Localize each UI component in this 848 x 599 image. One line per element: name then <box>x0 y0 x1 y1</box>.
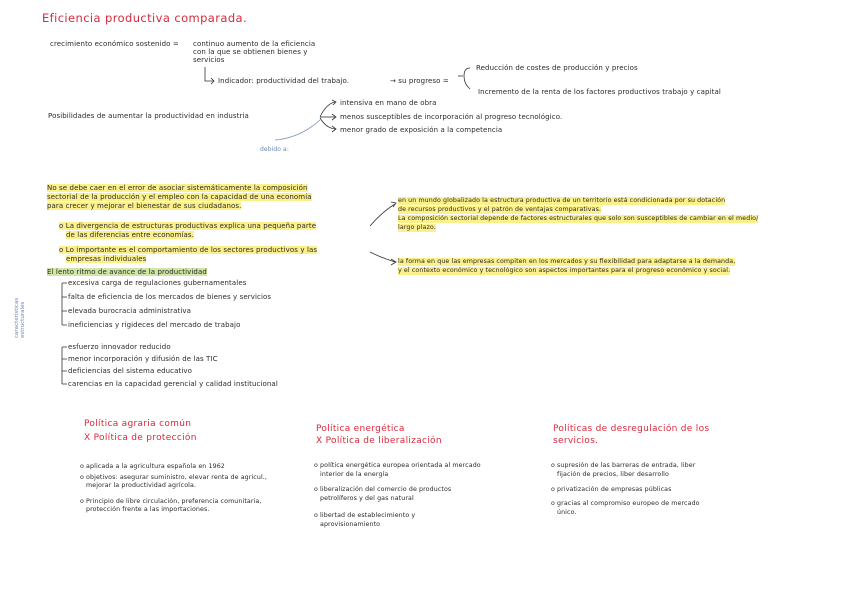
bullet2-line-1: o Lo importante es el comportamiento de los sectores productivos y las <box>59 246 318 254</box>
possibility-2: menos susceptibles de incorporación al progreso tecnológico. <box>340 113 563 121</box>
hl-line-3: para crecer y mejorar el bienestar de sus ciudadanos. <box>47 202 242 210</box>
side-label: características estructurales <box>14 297 26 338</box>
policy3-item-3b: único. <box>557 509 577 516</box>
note2-line-1: la forma en que las empresas compiten en los mercados y su flexibilidad para adaptarse a la demanda, <box>398 258 736 265</box>
policy1-title-2: X Política de protección <box>84 433 197 443</box>
policy2-item-2a: o liberalización del comercio de productos <box>314 486 452 493</box>
group1-item-3: elevada burocracia administrativa <box>68 307 192 315</box>
policy2-item-2b: petrolíferos y del gas natural <box>320 495 414 502</box>
policy1-item-3b: protección frente a las importaciones. <box>86 506 210 513</box>
page-title: Eficiencia productiva comparada. <box>42 11 248 25</box>
note1-line-3: La composición sectorial depende de factores estructurales que solo son susceptibles de cambiar en el medio/ <box>398 215 759 222</box>
bullet1-line-2: de las diferencias entre economías. <box>66 231 194 239</box>
group2-item-2: menor incorporación y difusión de las TIC <box>68 355 218 363</box>
arrow-note2 <box>370 252 395 262</box>
policy2-title-1: Política energética <box>316 424 405 434</box>
progress-brace <box>464 68 470 89</box>
policy3-item-3a: o gracias al compromiso europeo de mercado <box>551 500 700 507</box>
note2-line-2: y el contexto económico y tecnológico son aspectos importantes para el progreso económico y social. <box>398 267 731 274</box>
policy2-item-3a: o libertad de establecimiento y <box>314 512 416 519</box>
group1-item-1: excesiva carga de regulaciones gubernamentales <box>68 279 247 287</box>
policy2-item-1a: o política energética europea orientada al mercado <box>314 462 481 469</box>
growth-desc-1: continuo aumento de la eficiencia <box>193 40 316 48</box>
outcome-2: Incremento de la renta de los factores productivos trabajo y capital <box>478 88 721 96</box>
hl-line-2: sectorial de la producción y el empleo con la capacidad de una economía <box>47 193 312 201</box>
group2-item-4: carencias en la capacidad gerencial y calidad institucional <box>68 380 278 388</box>
policy3-item-1b: fijación de precios, liber desarrollo <box>557 471 669 478</box>
policy3-item-1a: o supresión de las barreras de entrada, liber <box>551 462 696 469</box>
policy1-item-2b: mejorar la productividad agrícola. <box>86 482 197 489</box>
slow-rhythm-heading: El lento ritmo de avance de la productividad <box>47 268 207 276</box>
policy1-item-3a: o Principio de libre circulación, preferencia comunitaria, <box>80 498 262 505</box>
policy1-title-1: Política agraria común <box>84 419 192 429</box>
note1-line-1: en un mundo globalizado la estructura productiva de un territorio está condicionada por su dotación <box>398 197 726 204</box>
policy1-item-2a: o objetivos: asegurar suministro, elevar renta de agricul., <box>80 474 268 481</box>
progress-text: → su progreso = <box>390 77 449 85</box>
hl-line-1: No se debe caer en el error de asociar sistemáticamente la composición <box>47 184 308 192</box>
policy1-item-1: o aplicada a la agricultura española en 1962 <box>80 463 225 470</box>
group2-item-1: esfuerzo innovador reducido <box>68 343 171 351</box>
growth-desc-2: con la que se obtienen bienes y <box>193 48 308 56</box>
policy2-item-1b: interior de la energía <box>320 471 389 478</box>
group1-item-2: falta de eficiencia de los mercados de bienes y servicios <box>68 293 272 301</box>
group2-item-3: deficiencias del sistema educativo <box>68 367 193 375</box>
group1-item-4: ineficiencias y rigideces del mercado de trabajo <box>68 321 241 329</box>
arrow-note1 <box>370 204 395 226</box>
policy3-title-2: servicios. <box>553 436 599 446</box>
indicator-text: Indicador: productividad del trabajo. <box>218 77 350 85</box>
policy2-item-3b: aprovisionamiento <box>320 521 381 528</box>
policy3-item-2: o privatización de empresas públicas <box>551 486 672 493</box>
debido-note: debido a: <box>260 146 289 153</box>
policy3-title-1: Políticas de desregulación de los <box>553 424 710 434</box>
possibility-1: intensiva en mano de obra <box>340 99 437 107</box>
hook-arrow <box>205 67 214 81</box>
policy2-title-2: X Política de liberalización <box>316 436 442 446</box>
note1-line-2: de recursos productivos y el patrón de ventajas comparativas. <box>398 206 602 213</box>
growth-label: crecimiento económico sostenido = <box>50 40 179 48</box>
debido-arrow <box>275 120 320 140</box>
bullet1-line-1: o La divergencia de estructuras productivas explica una pequeña parte <box>59 222 317 230</box>
bullet2-line-2: empresas individuales <box>66 255 147 263</box>
possibility-3: menor grado de exposición a la competencia <box>340 126 503 134</box>
outcome-1: Reducción de costes de producción y precios <box>476 64 638 72</box>
growth-desc-3: servicios <box>193 56 225 64</box>
possibilities-label: Posibilidades de aumentar la productividad en industria <box>48 112 249 120</box>
note1-line-4: largo plazo. <box>398 224 436 231</box>
